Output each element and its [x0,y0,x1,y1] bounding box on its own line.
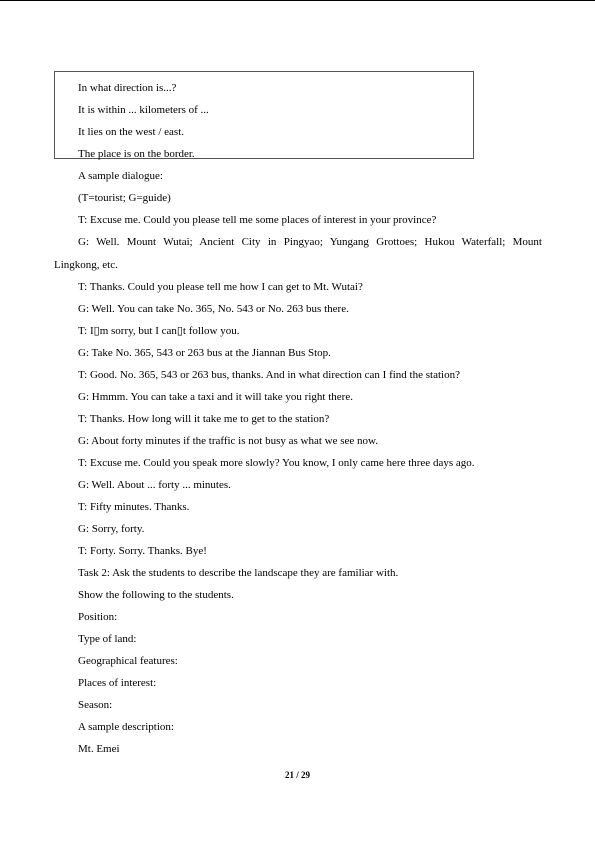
body-line: A sample dialogue: [78,170,163,182]
body-line: A sample description: [78,721,174,733]
body-line: T: Forty. Sorry. Thanks. Bye! [78,545,207,557]
box-line: In what direction is...? [78,82,177,94]
body-line: Season: [78,699,113,711]
body-line: Type of land: [78,633,137,645]
body-line: Places of interest: [78,677,157,689]
body-line: Lingkong, etc. [54,259,118,271]
body-line: Geographical features: [78,655,178,667]
body-line: (T=tourist; G=guide) [78,192,171,204]
body-line: Task 2: Ask the students to describe the landscape they are familiar with. [78,567,399,579]
body-line: Position: [78,611,118,623]
box-line: It is within ... kilometers of ... [78,104,209,116]
top-rule [0,0,595,1]
body-line: T: Thanks. How long will it take me to get to the station? [78,413,330,425]
body-line: Mt. Emei [78,743,120,755]
body-line: T: Good. No. 365, 543 or 263 bus, thanks. And in what direction can I find the station? [78,369,460,381]
body-line: T: I▯m sorry, but I can▯t follow you. [78,325,240,337]
body-line: G: Well. You can take No. 365, No. 543 or No. 263 bus there. [78,303,349,315]
page-number: 21 / 29 [284,770,310,780]
body-line: G: Well. About ... forty ... minutes. [78,479,231,491]
body-line: G: Hmmm. You can take a taxi and it will take you right there. [78,391,353,403]
body-line: G: Take No. 365, 543 or 263 bus at the Jiannan Bus Stop. [78,347,331,359]
body-line: T: Excuse me. Could you speak more slowly? You know, I only came here three days ago. [78,457,475,469]
body-line: T: Excuse me. Could you please tell me some places of interest in your province? [78,214,437,226]
box-line: The place is on the border. [78,148,195,160]
box-line: It lies on the west / east. [78,126,185,138]
body-line: G: Well. Mount Wutai; Ancient City in Pingyao; Yungang Grottoes; Hukou Waterfall; Mount [78,236,542,248]
body-line: G: Sorry, forty. [78,523,145,535]
body-line: G: About forty minutes if the traffic is not busy as what we see now. [78,435,379,447]
body-line: Show the following to the students. [78,589,234,601]
body-line: T: Thanks. Could you please tell me how I can get to Mt. Wutai? [78,281,363,293]
body-line: T: Fifty minutes. Thanks. [78,501,190,513]
